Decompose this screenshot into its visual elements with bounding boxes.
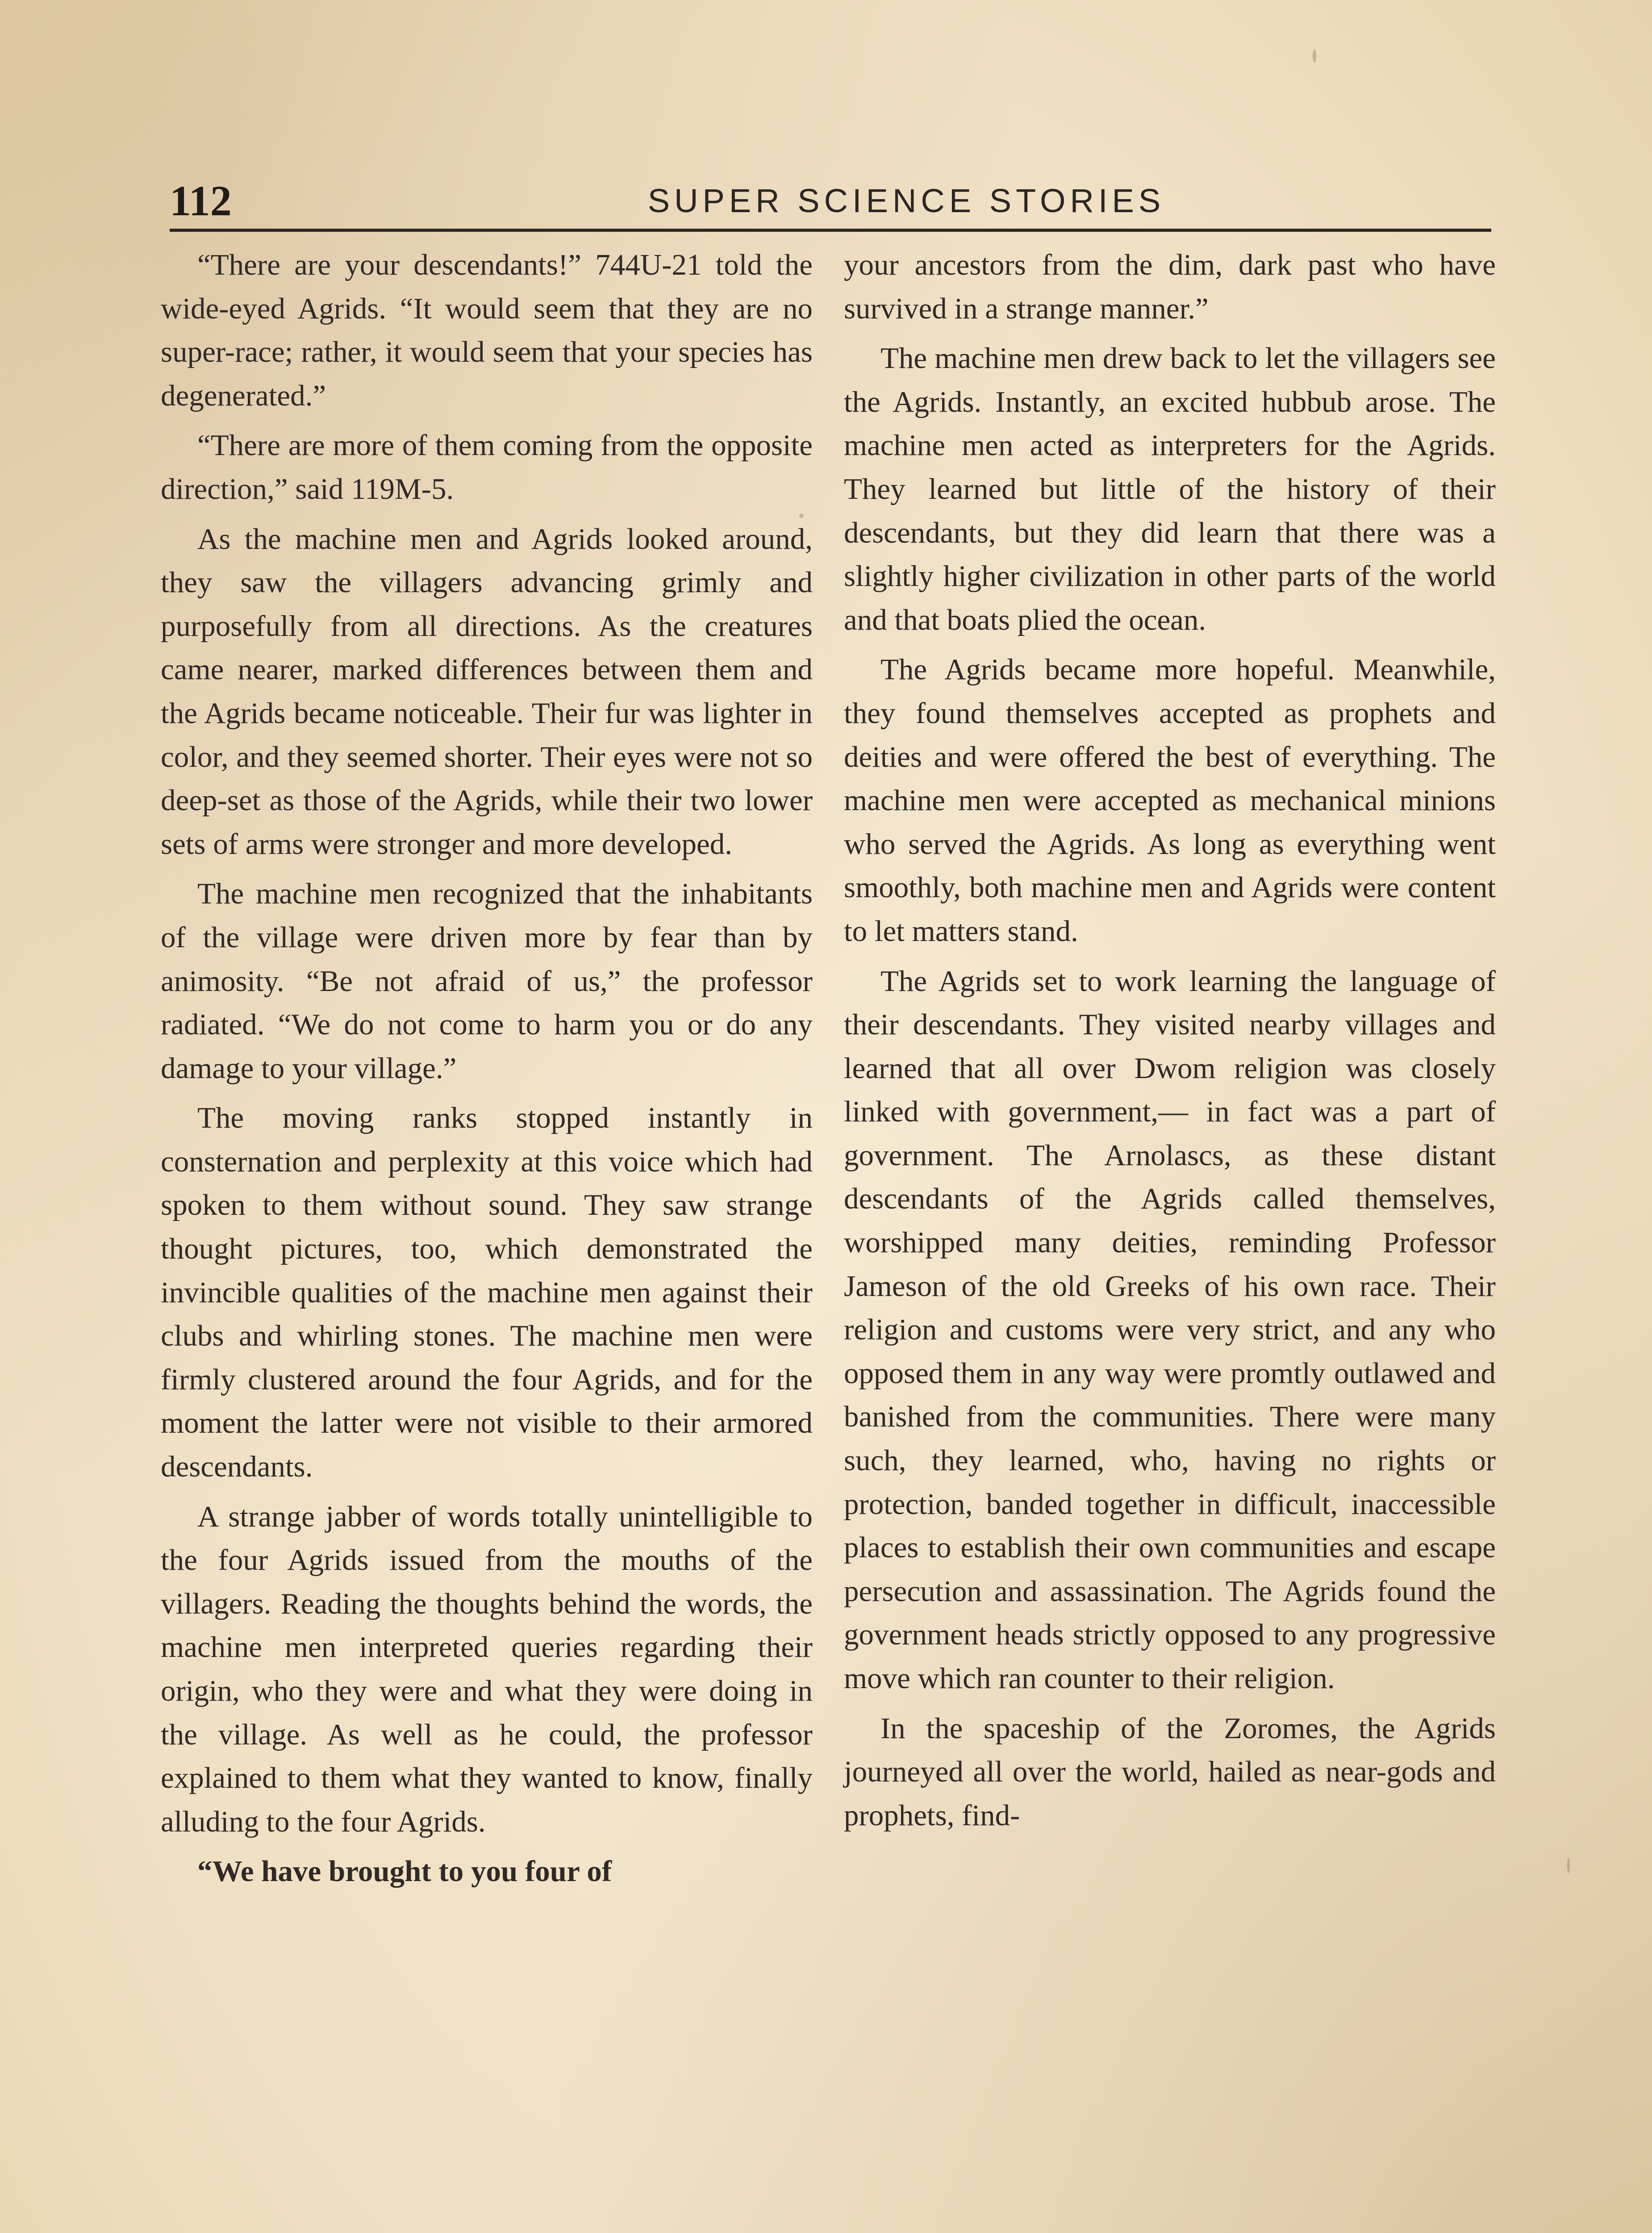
page-header: [170, 170, 1491, 232]
paragraph: In the spaceship of the Zoromes, the Agrids journeyed all over the world, hailed as near-gods and prophets, find-: [844, 1711, 1496, 1832]
header-rule: [170, 229, 1491, 232]
paragraph: The Agrids set to work learning the language of their descendants. They visited nearby villages and learned that all over Dwom religion was closely linked with government,— in fact was a part of government. The Arnolascs, as these distant descendants of the Agrids called themselves, worshipped many deities, reminding Professor Jameson of the old Greeks of his own race. Their religion and customs were very strict, and any who opposed them in any way were promtly outlawed and banished from the communities. There were many such, they learned, who, having no rights or protection, banded together in difficult, inaccessible places to establish their own communities and escape persecution and assassination. The Agrids found the government heads strictly opposed to any progressive move which ran counter to their religion.: [844, 964, 1496, 1695]
running-title: SUPER SCIENCE STORIES: [647, 182, 1165, 219]
text-column-right: [844, 243, 1496, 1844]
paragraph: “There are more of them coming from the opposite direction,” said 119M-5.: [161, 429, 813, 506]
paragraph: your ancestors from the dim, dark past who have survived in a strange manner.”: [844, 248, 1496, 325]
paper-speck: [1567, 1858, 1570, 1873]
paragraph: As the machine men and Agrids looked around, they saw the villagers advancing grimly and purposefully from all directions. As the creatures came nearer, marked differences between them and the Agrids became noticeable. Their fur was lighter in color, and they seemed shorter. Their eyes were not so deep-set as those of the Agrids, while their two lower sets of arms were stronger and more developed.: [161, 522, 813, 861]
paragraph: “There are your descendants!” 744U-21 told the wide-eyed Agrids. “It would seem that they are no super-race; rather, it would seem that your species has degenerated.”: [161, 248, 813, 412]
paper-speck: [799, 514, 804, 518]
paragraph: The moving ranks stopped instantly in consternation and perplexity at this voice which had spoken to them without sound. They saw strange thought pictures, too, which demonstrated the invincible qualities of the machine men against their clubs and whirling stones. The machine men were firmly clustered around the four Agrids, and for the moment the latter were not visible to their armored descendants.: [161, 1101, 813, 1484]
paragraph: The machine men drew back to let the villagers see the Agrids. Instantly, an excited hubbub arose. The machine men acted as interpreters for the Agrids. They learned but little of the history of their descendants, but they did learn that there was a slightly higher civilization in other parts of the world and that boats plied the ocean.: [844, 342, 1496, 636]
paragraph: The Agrids became more hopeful. Meanwhile, they found themselves accepted as prophets and deities and were offered the best of everything. The machine men were accepted as mechanical minions who served the Agrids. As long as everything went smoothly, both machine men and Agrids were content to let matters stand.: [844, 653, 1496, 948]
text-column-left: [161, 243, 813, 1900]
paragraph: The machine men recognized that the inhabitants of the village were driven more by fear than by animosity. “Be not afraid of us,” the professor radiated. “We do not come to harm you or do any damage to your village.”: [161, 877, 813, 1085]
page-number: 112: [170, 177, 232, 225]
paragraph: “We have brought to you four of: [197, 1855, 612, 1888]
paragraph: A strange jabber of words totally unintelligible to the four Agrids issued from the mouths of the villagers. Reading the thoughts behind the words, the machine men interpreted queries regarding their origin, who they were and what they were doing in the village. As well as he could, the professor explained to them what they wanted to know, finally alluding to the four Agrids.: [161, 1500, 813, 1838]
paper-speck: [1313, 49, 1316, 63]
